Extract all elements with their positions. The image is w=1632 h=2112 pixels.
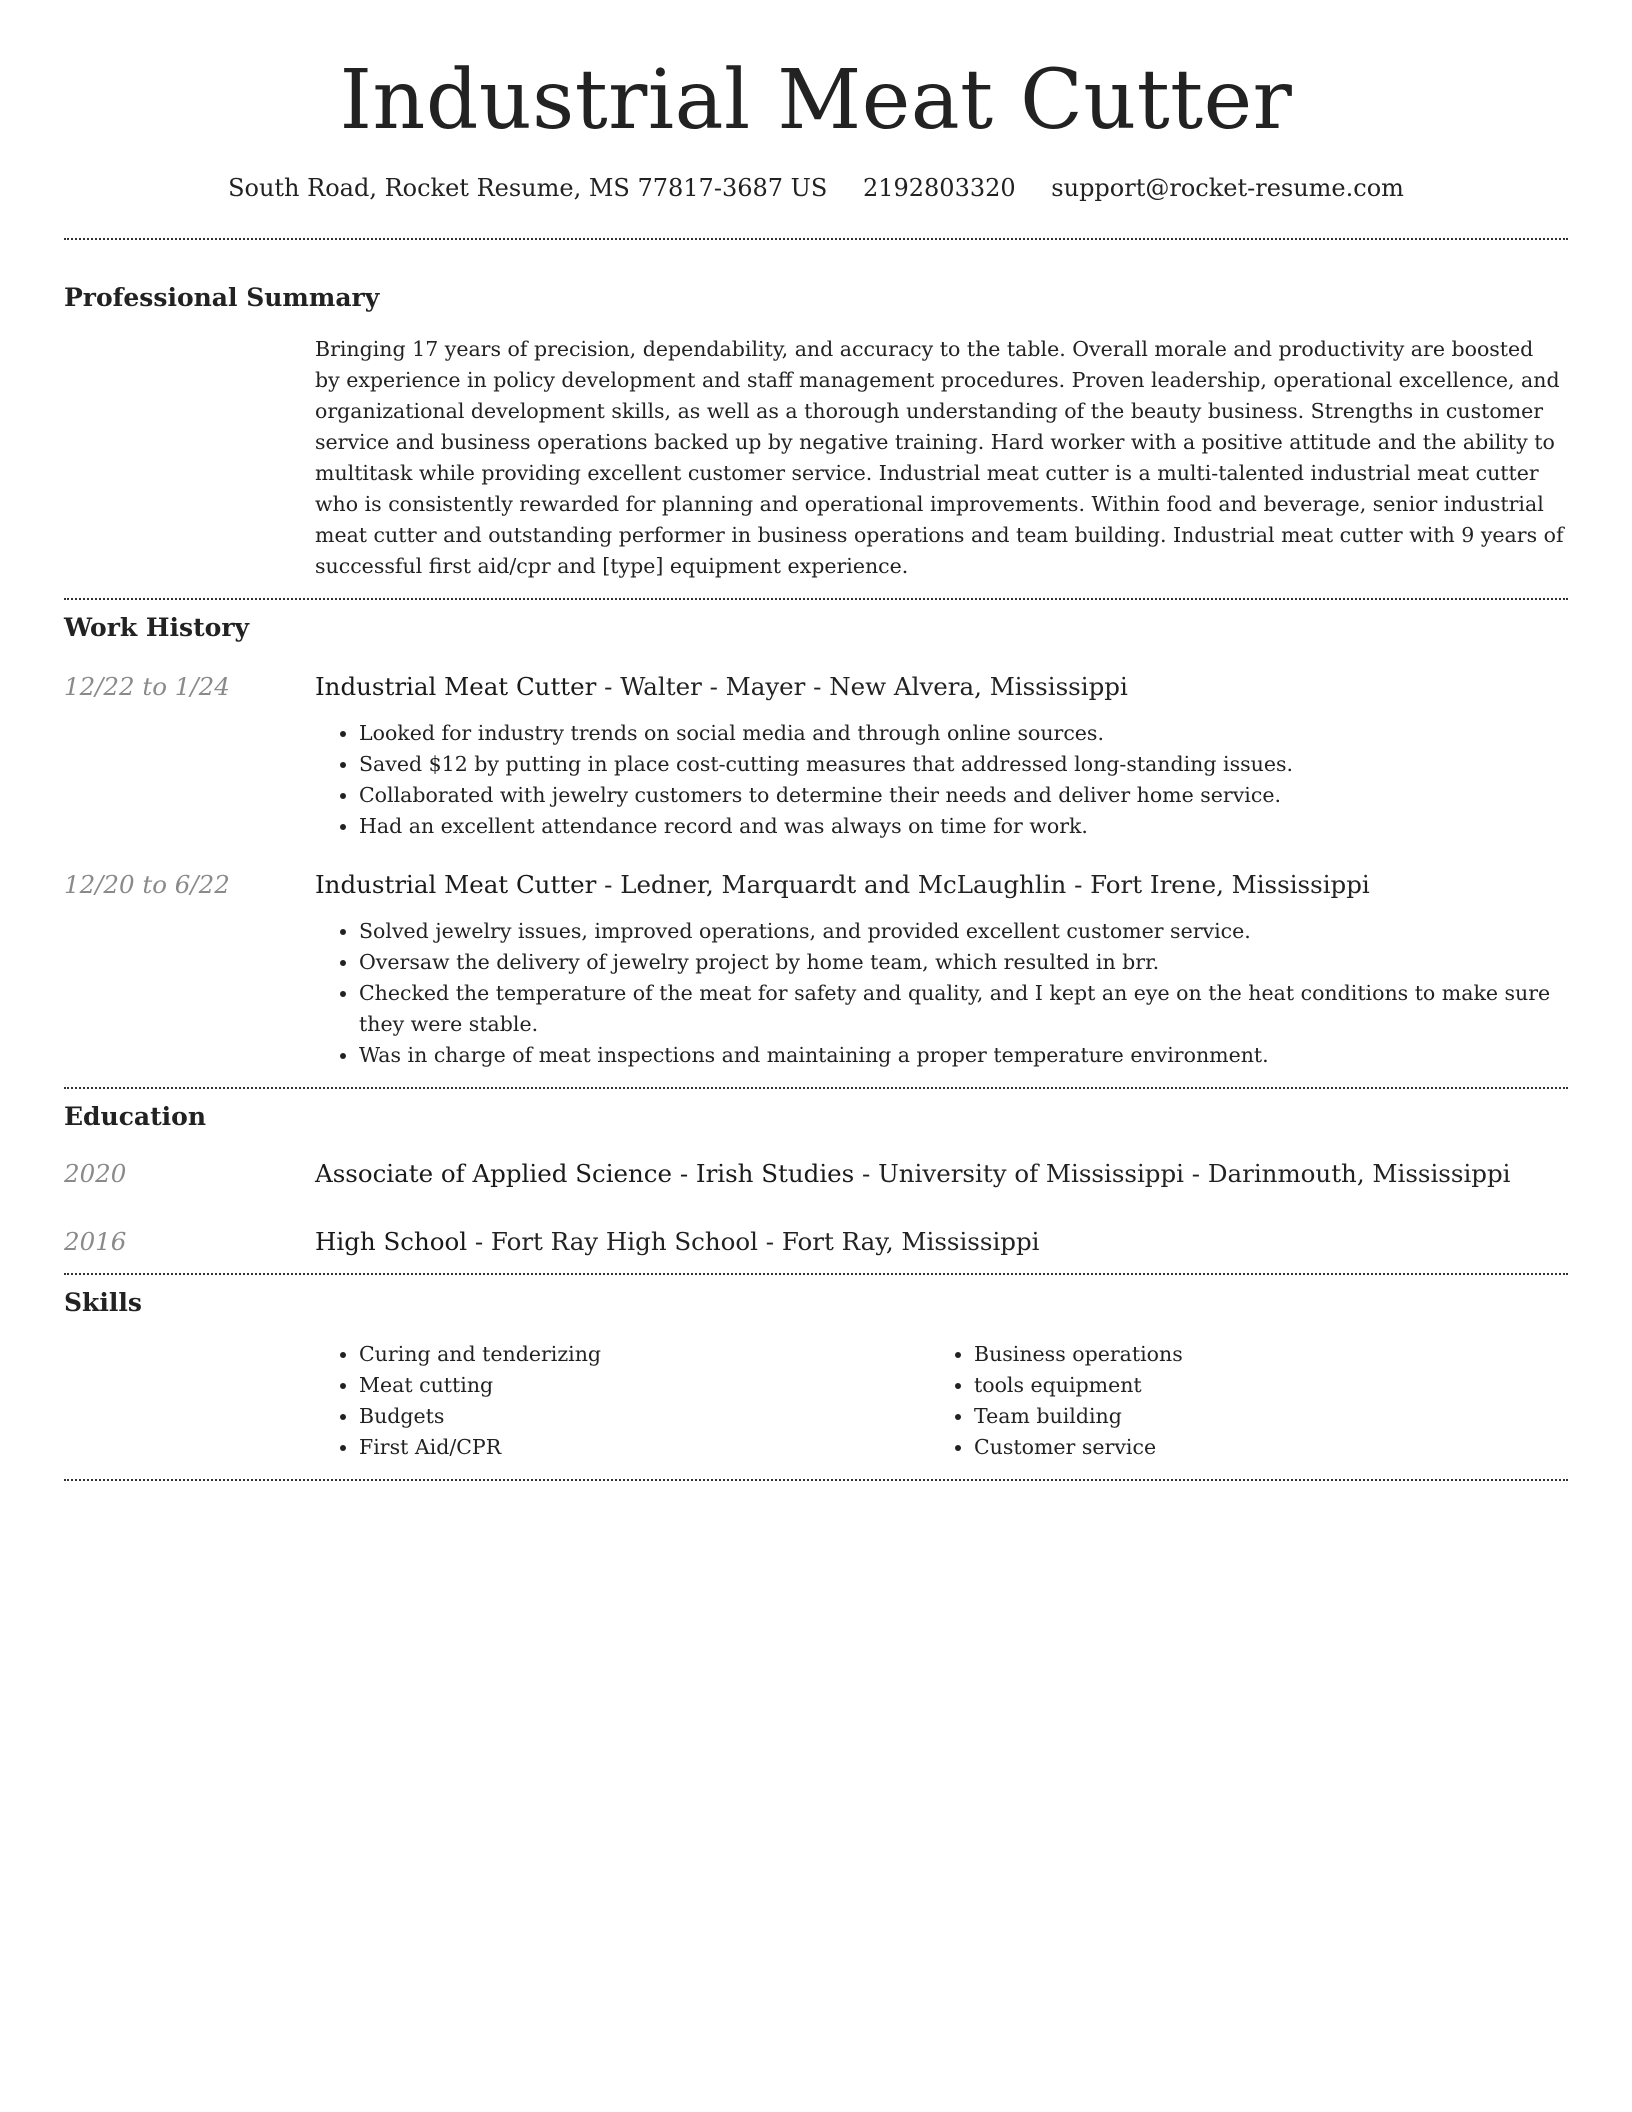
education-details: - University of Mississippi - Darinmouth, Mississippi: [854, 1159, 1511, 1188]
work-entry-body: [315, 670, 1568, 842]
education-degree: High School: [315, 1227, 468, 1256]
skills-list: [315, 1339, 1568, 1463]
work-entry: [64, 670, 1568, 842]
work-heading: [315, 868, 1568, 902]
education-date: 2016: [64, 1227, 127, 1256]
education-degree: Associate of Applied Science - Irish Studies: [315, 1159, 855, 1188]
list-item: • Collaborated with jewelry customers to determine their needs and deliver home service.: [359, 780, 1568, 811]
divider: [64, 598, 1568, 600]
work-heading: [315, 670, 1568, 704]
skill-item: • Budgets: [359, 1401, 930, 1432]
education-heading: [315, 1157, 1568, 1191]
section-title-summary: Professional Summary: [64, 283, 380, 312]
work-bullets: [315, 916, 1568, 1071]
contact-email: support@rocket-resume.com: [1051, 174, 1404, 202]
education-entry-body: [315, 1225, 1568, 1259]
work-role: Industrial Meat Cutter: [315, 672, 597, 701]
work-entry-body: [315, 868, 1568, 1071]
skill-item: • Meat cutting: [359, 1370, 930, 1401]
divider: [64, 1479, 1568, 1481]
section-title-work-history: Work History: [64, 613, 250, 642]
skills-column-right: [930, 1339, 1545, 1463]
education-details: - Fort Ray High School - Fort Ray, Mississippi: [467, 1227, 1040, 1256]
divider: [64, 1087, 1568, 1089]
skill-item: • Customer service: [974, 1432, 1545, 1463]
contact-line: [64, 172, 1568, 204]
work-entry: [64, 868, 1568, 1071]
resume-name: Industrial Meat Cutter: [339, 53, 1293, 148]
education-heading: [315, 1225, 1568, 1259]
section-title-skills: Skills: [64, 1288, 142, 1317]
work-date: 12/22 to 1/24: [64, 672, 230, 701]
list-item: • Checked the temperature of the meat for safety and quality, and I kept an eye on the heat conditions to make sure they were stable.: [359, 978, 1568, 1040]
work-date: 12/20 to 6/22: [64, 870, 230, 899]
work-details: - Ledner, Marquardt and McLaughlin - Fort Irene, Mississippi: [596, 870, 1370, 899]
contact-phone: 2192803320: [862, 174, 1016, 202]
skill-item: • First Aid/CPR: [359, 1432, 930, 1463]
list-item: • Looked for industry trends on social media and through online sources.: [359, 718, 1568, 749]
section-title-education: Education: [64, 1102, 207, 1131]
education-entry-body: [315, 1157, 1568, 1191]
education-date: 2020: [64, 1159, 127, 1188]
divider: [64, 1273, 1568, 1275]
divider: [64, 238, 1568, 240]
education-entry: [64, 1225, 1568, 1259]
skill-item: • tools equipment: [974, 1370, 1545, 1401]
list-item: • Oversaw the delivery of jewelry project by home team, which resulted in brr.: [359, 947, 1568, 978]
list-item: • Had an excellent attendance record and was always on time for work.: [359, 811, 1568, 842]
skills-column-left: [315, 1339, 930, 1463]
list-item: • Solved jewelry issues, improved operations, and provided excellent customer service.: [359, 916, 1568, 947]
summary-text: Bringing 17 years of precision, dependability, and accuracy to the table. Overall morale and productivity are boosted by experience in policy development and staff management procedures. Proven leadership, operational excellence, and organizational development skills, as well as a thorough understanding of the beauty business. Strengths in customer service and business operations backed up by negative training. Hard worker with a positive attitude and the ability to multitask while providing excellent customer service. Industrial meat cutter is a multi-talented industrial meat cutter who is consistently rewarded for planning and operational improvements. Within food and beverage, senior industrial meat cutter and outstanding performer in business operations and team building. Industrial meat cutter with 9 years of successful first aid/cpr and [type] equipment experience.: [315, 337, 1564, 578]
work-details: - Walter - Mayer - New Alvera, Mississippi: [596, 672, 1128, 701]
skill-item: • Team building: [974, 1401, 1545, 1432]
work-role: Industrial Meat Cutter: [315, 870, 597, 899]
skill-item: • Curing and tenderizing: [359, 1339, 930, 1370]
work-bullets: [315, 718, 1568, 842]
skill-item: • Business operations: [974, 1339, 1545, 1370]
list-item: • Saved $12 by putting in place cost-cutting measures that addressed long-standing issues.: [359, 749, 1568, 780]
list-item: • Was in charge of meat inspections and maintaining a proper temperature environment.: [359, 1040, 1568, 1071]
education-entry: [64, 1157, 1568, 1191]
contact-address: South Road, Rocket Resume, MS 77817-3687 US: [228, 174, 828, 202]
